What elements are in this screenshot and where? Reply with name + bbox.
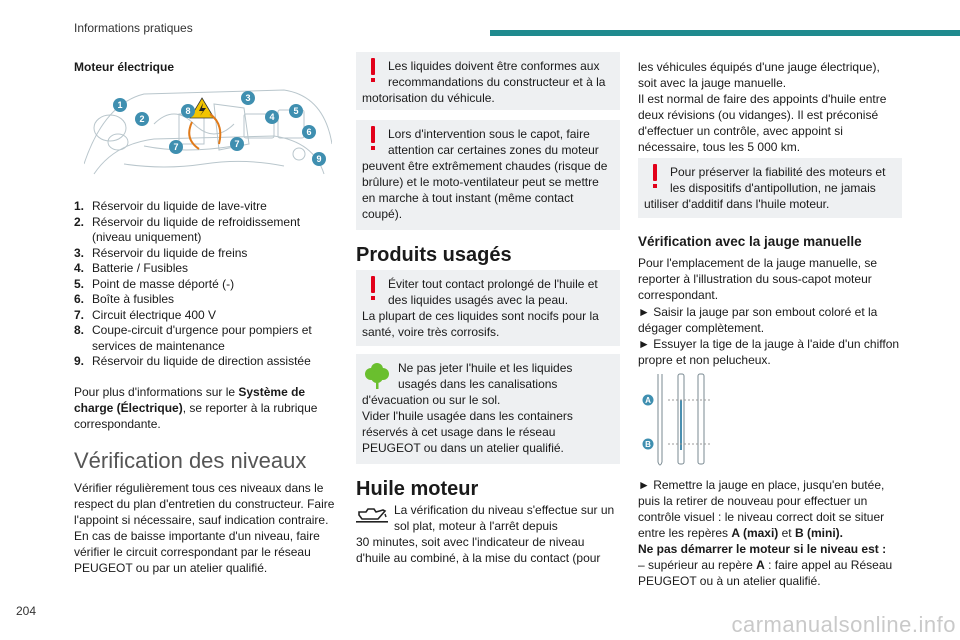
used-products-title: Produits usagés (356, 244, 512, 266)
mark-b-label: B (645, 440, 651, 449)
warning-box-fluids: Les liquides doivent être conformes aux recommandations du constructeur et à la motorisation du véhicule. (356, 52, 620, 110)
callout-2: 2 (139, 114, 145, 124)
mark-a-label: A (645, 396, 651, 405)
callout-7a: 7 (173, 142, 179, 152)
oil-topup-note: Il est normal de faire des appoints d'huile entre deux révisions (ou vidanges). Il est préconisé d'effectuer un contrôle, avec appoint si nécessaire, tous les 5 000 km. (638, 92, 887, 154)
manual-gauge-title: Vérification avec la jauge manuelle (638, 234, 862, 249)
list-item: 4. Batterie / Fusibles (74, 261, 189, 275)
do-not-start-warning: Ne pas démarrer le moteur si le niveau est : (638, 542, 887, 556)
callout-3: 3 (245, 93, 251, 103)
warning-box-additives: Pour préserver la fiabilité des moteurs et les dispositifs d'antipollution, ne jamais utiliser d'additif dans l'huile moteur. (638, 158, 902, 218)
system-reference: Système de charge (Électrique) (74, 385, 306, 415)
engine-oil-text: La vérification du niveau s'effectue sur un sol plat, moteur à l'arrêt depuis 30 minutes, soit avec l'indicateur de niveau d'huile au combiné, à la mise du contact (pour (356, 503, 615, 565)
list-item: 7. Circuit électrique 400 V (74, 307, 217, 322)
gauge-step-2: ► Essuyer la tige de la jauge à l'aide d'un chiffon propre et non pelucheux. (638, 337, 900, 367)
watermark: carmanualsonline.info (731, 612, 956, 637)
warning-box-skin: Éviter tout contact prolongé de l'huile et des liquides usagés avec la peau. La plupart de ces liquides sont nocifs pour la santé, voire très corrosifs. (356, 270, 620, 346)
running-header: Informations pratiques (74, 21, 193, 35)
callout-5: 5 (293, 106, 299, 116)
list-item: 2. Réservoir du liquide de refroidissement (niveau uniquement) (74, 214, 301, 244)
list-item: 9. Réservoir du liquide de direction assistée (74, 354, 311, 368)
eco-box-disposal: Ne pas jeter l'huile et les liquides usagés dans les canalisations d'évacuation ou sur le sol. Vider l'huile usagée dans les containers réservés à cet usage dans le réseau PEUGEOT ou dans un atelier qualifié. (356, 354, 620, 464)
oil-check-intro: les véhicules équipés d'une jauge électrique), soit avec la jauge manuelle. (638, 60, 880, 90)
above-mark-a-instruction: – supérieur au repère A : faire appel au Réseau PEUGEOT ou à un atelier qualifié. (638, 558, 893, 588)
engine-oil-title: Huile moteur (356, 478, 479, 500)
gauge-location-text: Pour l'emplacement de la jauge manuelle, se reporter à l'illustration du sous-capot moteur correspondant. (638, 256, 878, 302)
header-accent-bar (490, 30, 960, 36)
page-number: 204 (16, 604, 37, 618)
gauge-step-3: ► Remettre la jauge en place, jusqu'en butée, puis la retirer de nouveau pour effectuer un contrôle visuel : le niveau correct doit se situer entre les repères A (maxi) et B (mini). (638, 478, 885, 540)
callout-6: 6 (306, 127, 312, 137)
list-item: 3. Réservoir du liquide de freins (74, 245, 248, 260)
callout-1: 1 (117, 100, 123, 110)
verification-title: Vérification des niveaux (74, 448, 307, 473)
verification-text: Vérifier régulièrement tous ces niveaux dans le respect du plan d'entretien du constructeur. Faire l'appoint si nécessaire, sauf indication contraire. En cas de baisse importante d'un niveau, faire vérifier le circuit correspondant par le réseau PEUGEOT ou par un atelier qualifié. (74, 481, 335, 575)
engine-title: Moteur électrique (74, 60, 175, 74)
list-item: 5. Point de masse déporté (-) (74, 276, 235, 291)
engine-bay-illustration (84, 84, 332, 180)
list-item: 1. Réservoir du liquide de lave-vitre (74, 199, 267, 213)
warning-box-heat: Lors d'intervention sous le capot, faire attention car certaines zones du moteur peuvent être extrêmement chaudes (risque de brûlure) et le moto-ventilateur peut se mettre en marche à tout instant (même contact coupé). (356, 120, 620, 230)
callout-9: 9 (316, 154, 322, 164)
callout-7b: 7 (234, 139, 240, 149)
list-item: 8. Coupe-circuit d'urgence pour pompiers et services de maintenance (74, 323, 312, 353)
list-item: 6. Boîte à fusibles (74, 292, 175, 306)
callout-8: 8 (185, 106, 191, 116)
dipstick-illustration (640, 370, 720, 470)
component-list (74, 199, 336, 370)
gauge-step-1: ► Saisir la jauge par son embout coloré et la dégager complètement. (638, 305, 878, 335)
callout-4: 4 (269, 112, 275, 122)
more-info-paragraph: Pour plus d'informations sur le Système de charge (Électrique), se reporter à la rubrique correspondante. (74, 385, 318, 431)
